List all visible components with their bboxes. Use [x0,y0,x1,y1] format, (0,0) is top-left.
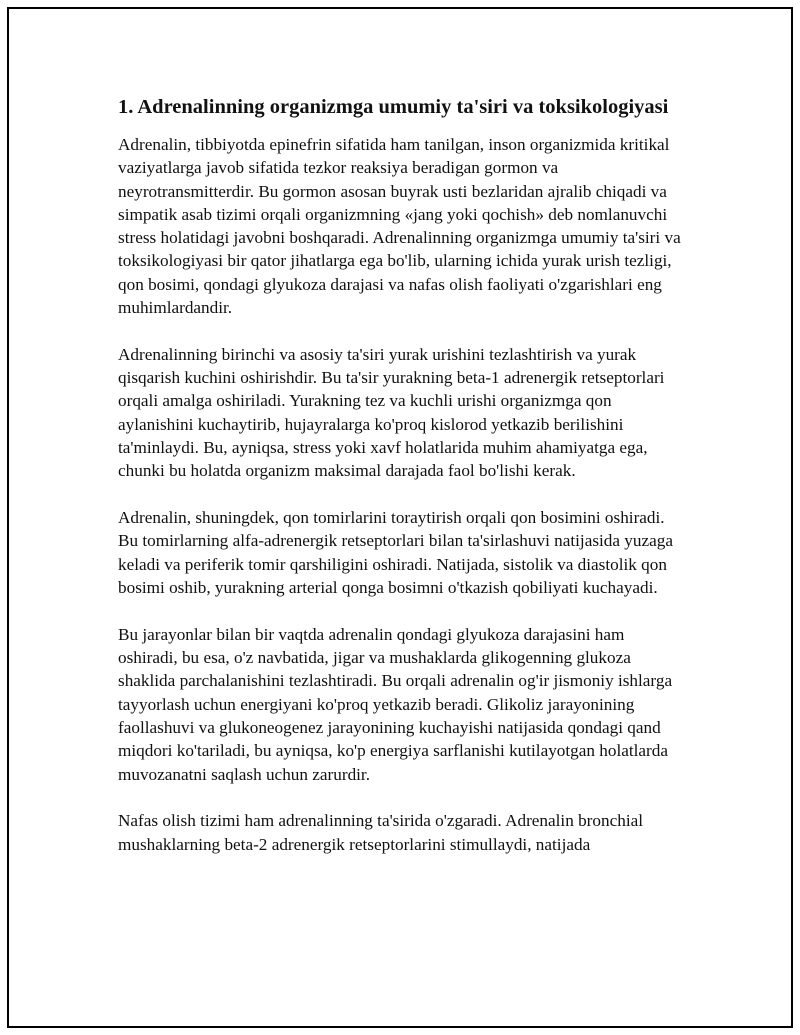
section-heading: 1. Adrenalinning organizmga umumiy ta'siri va toksikologiyasi [118,96,669,118]
paragraph-3: Adrenalin, shuningdek, qon tomirlarini toraytirish orqali qon bosimini oshiradi. Bu tomirlarning alfa-adrenergik retseptorlari bilan ta'sirlashuvi natijasida yuzaga keladi va periferik tomir qarshiligini oshiradi. Natijada, sistolik va diastolik qon bosimi oshib, yurakning arterial qonga bosimni o'tkazish qobiliyati kuchayadi. [118,508,673,598]
paragraph-2: Adrenalinning birinchi va asosiy ta'siri yurak urishini tezlashtirish va yurak qisqarish kuchini oshirishdir. Bu ta'sir yurakning beta-1 adrenergik retseptorlari orqali amalga oshiriladi. Yurakning tez va kuchli urishi organizmga qon aylanishini kuchaytirib, hujayralarga ko'proq kislorod yetkazib berilishini ta'minlaydi. Bu, ayniqsa, stress yoki xavf holatlarida muhim ahamiyatga ega, chunki bu holatda organizm maksimal darajada faol bo'lishi kerak. [118,344,665,481]
paragraph-4: Bu jarayonlar bilan bir vaqtda adrenalin qondagi glyukoza darajasini ham oshiradi, bu esa, o'z navbatida, jigar va mushaklarda glikogenning glukoza shaklida parchalanishini tezlashtiradi. Bu orqali adrenalin og'ir jismoniy ishlarga tayyorlash uchun energiyani ko'proq yetkazib beradi. Glikoliz jarayonining faollashuvi va glukoneogenez jarayonining kuchayishi natijasida qondagi qand miqdori ko'tariladi, bu ayniqsa, ko'p energiya sarflanishi kutilayotgan holatlarda muvozanatni saqlash uchun zarurdir. [118,624,673,784]
document-body [118,93,688,856]
paragraph-5: Nafas olish tizimi ham adrenalinning ta'sirida o'zgaradi. Adrenalin bronchial mushaklarning beta-2 adrenergik retseptorlarini stimullaydi, natijada [118,811,643,854]
paragraph-1: Adrenalin, tibbiyotda epinefrin sifatida ham tanilgan, inson organizmida kritikal vaziyatlarga javob sifatida tezkor reaksiya beradigan gormon va neyrotransmitterdir. Bu gormon asosan buyrak usti bezlaridan ajralib chiqadi va simpatik asab tizimi orqali organizmning «jang yoki qochish» deb nomlanuvchi stress holatidagi javobni boshqaradi. Adrenalinning organizmga umumiy ta'siri va toksikologiyasi bir qator jihatlarga ega bo'lib, ularning ichida yurak urish tezligi, qon bosimi, qondagi glyukoza darajasi va nafas olish faoliyati o'zgarishlari eng muhimlardandir. [118,135,681,318]
